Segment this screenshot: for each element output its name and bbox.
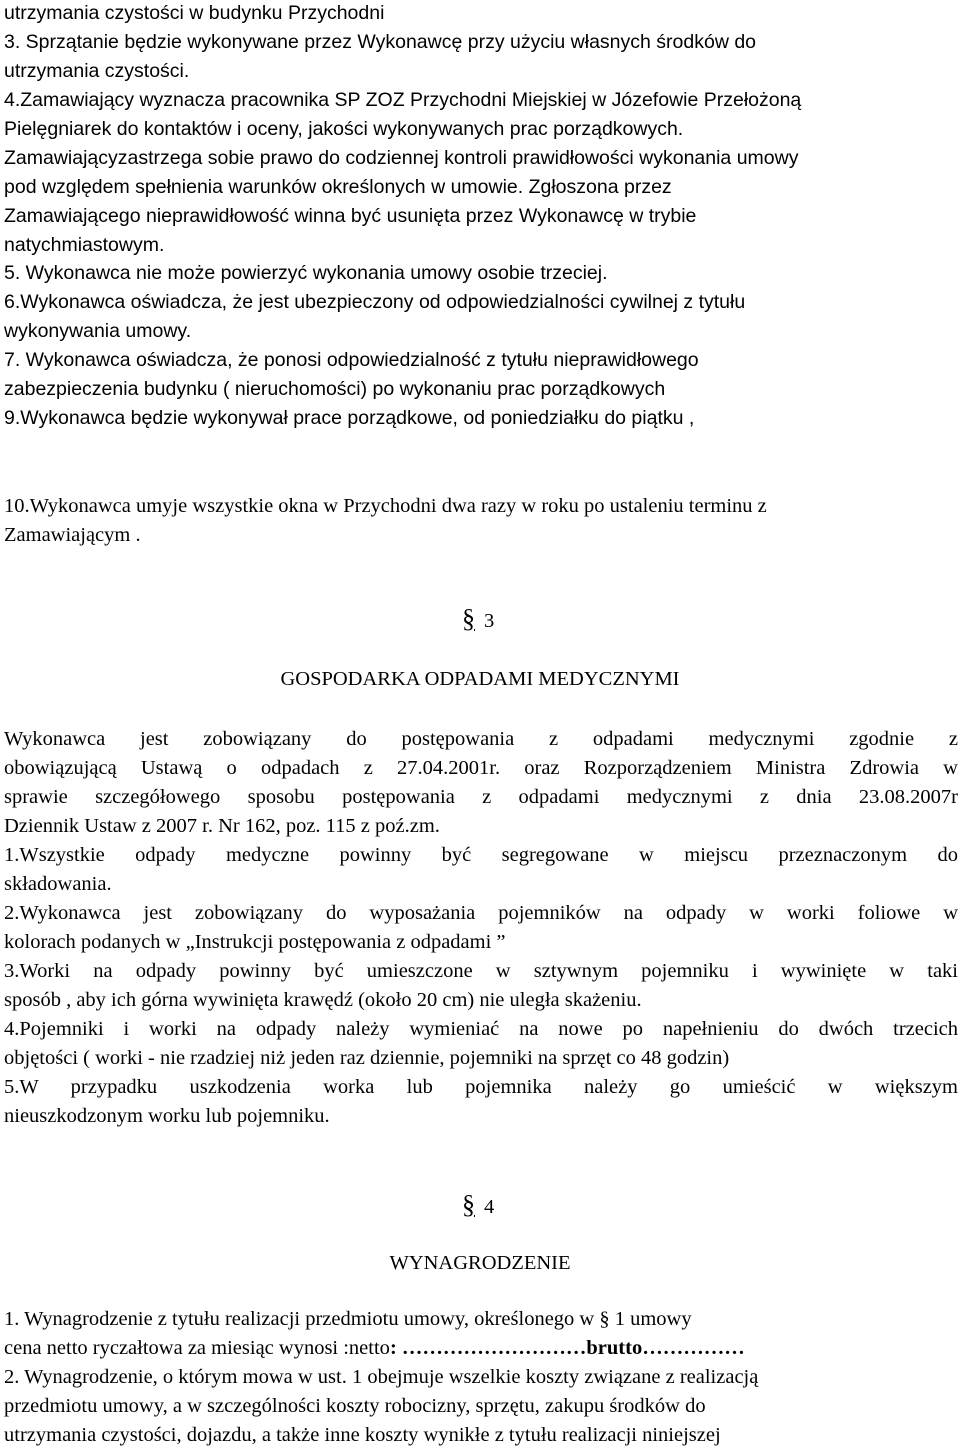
text-line: Pielęgniarek do kontaktów i oceny, jakości wykonywanych prac porządkowych.: [4, 118, 684, 140]
text-line: utrzymania czystości, dojazdu, a także inne koszty wynikłe z tytułu realizacji niniejszej: [4, 1424, 721, 1446]
text-line: sprawie szczegółowego sposobu postępowania z odpadami medycznymi z dnia 23.08.2007r: [4, 786, 958, 808]
text-line: 4.Pojemniki i worki na odpady należy wymieniać na nowe po napełnieniu do dwóch trzecich: [4, 1018, 958, 1040]
text-line: 2. Wynagrodzenie, o którym mowa w ust. 1 obejmuje wszelkie koszty związane z realizacją: [4, 1366, 759, 1388]
text-line: 1. Wynagrodzenie z tytułu realizacji przedmiotu umowy, określonego w § 1 umowy: [4, 1308, 692, 1330]
section-number: 3: [484, 610, 495, 632]
section-heading: WYNAGRODZENIE: [389, 1252, 571, 1274]
section-number: 4: [484, 1196, 495, 1218]
text-line: Dziennik Ustaw z 2007 r. Nr 162, poz. 115 z poź.zm.: [4, 815, 440, 837]
text-line: 3.Worki na odpady powinny być umieszczone w sztywnym pojemniku i wywinięte w taki: [4, 960, 958, 982]
text-line: 2.Wykonawca jest zobowiązany do wyposażania pojemników na odpady w worki foliowe w: [4, 902, 958, 924]
text-line: Zamawiającyzastrzega sobie prawo do codziennej kontroli prawidłowości wykonania umowy: [4, 147, 799, 169]
text-line: zabezpieczenia budynku ( nieruchomości) po wykonaniu prac porządkowych: [4, 378, 666, 400]
price-line: [4, 1335, 745, 1361]
section-heading: GOSPODARKA ODPADAMI MEDYCZNYMI: [280, 668, 680, 690]
text-line: Wykonawca jest zobowiązany do postępowania z odpadami medycznymi zgodnie z: [4, 728, 958, 750]
price-blank-fields: : ………………………brutto……………: [389, 1337, 745, 1359]
text-line: natychmiastowym.: [4, 234, 165, 256]
text-line: 5. Wykonawca nie może powierzyć wykonania umowy osobie trzeciej.: [4, 262, 608, 284]
text-line: objętości ( worki - nie rzadziej niż jeden raz dziennie, pojemniki na sprzęt co 48 godzin): [4, 1047, 730, 1069]
text-line: 7. Wykonawca oświadcza, że ponosi odpowiedzialność z tytułu nieprawidłowego: [4, 349, 699, 371]
text-line: obowiązującą Ustawą o odpadach z 27.04.2001r. oraz Rozporządzeniem Ministra Zdrowia w: [4, 757, 958, 779]
text-line: utrzymania czystości.: [4, 60, 190, 82]
text-line: sposób , aby ich górna wywinięta krawędź (około 20 cm) nie uległa skażeniu.: [4, 989, 642, 1011]
text-line: 6.Wykonawca oświadcza, że jest ubezpieczony od odpowiedzialności cywilnej z tytułu: [4, 291, 746, 313]
section-symbol: §: [462, 604, 475, 633]
text-line: 9.Wykonawca będzie wykonywał prace porządkowe, od poniedziałku do piątku ,: [4, 407, 695, 429]
text-line: 3. Sprzątanie będzie wykonywane przez Wykonawcę przy użyciu własnych środków do: [4, 31, 757, 53]
text-line: wykonywania umowy.: [4, 320, 192, 342]
text-line: pod względem spełnienia warunków określonych w umowie. Zgłoszona przez: [4, 176, 672, 198]
text-line: nieuszkodzonym worku lub pojemniku.: [4, 1105, 330, 1127]
text-line: Zamawiającym .: [4, 524, 141, 546]
text-line: 1.Wszystkie odpady medyczne powinny być segregowane w miejscu przeznaczonym do: [4, 844, 958, 866]
text-line: Zamawiającego nieprawidłowość winna być usunięta przez Wykonawcę w trybie: [4, 205, 697, 227]
text-line: składowania.: [4, 873, 112, 895]
text-line: 5.W przypadku uszkodzenia worka lub pojemnika należy go umieścić w większym: [4, 1076, 958, 1098]
section-symbol: §: [462, 1190, 475, 1219]
text-line: utrzymania czystości w budynku Przychodni: [4, 2, 385, 24]
text-line: przedmiotu umowy, a w szczególności koszty robocizny, sprzętu, zakupu środków do: [4, 1395, 706, 1417]
text-line: 10.Wykonawca umyje wszystkie okna w Przychodni dwa razy w roku po ustaleniu terminu z: [4, 495, 767, 517]
price-line-label: cena netto ryczałtowa za miesiąc wynosi :netto: [4, 1337, 390, 1359]
text-line: kolorach podanych w „Instrukcji postępowania z odpadami ”: [4, 931, 506, 953]
text-line: 4.Zamawiający wyznacza pracownika SP ZOZ Przychodni Miejskiej w Józefowie Przełożoną: [4, 89, 802, 111]
